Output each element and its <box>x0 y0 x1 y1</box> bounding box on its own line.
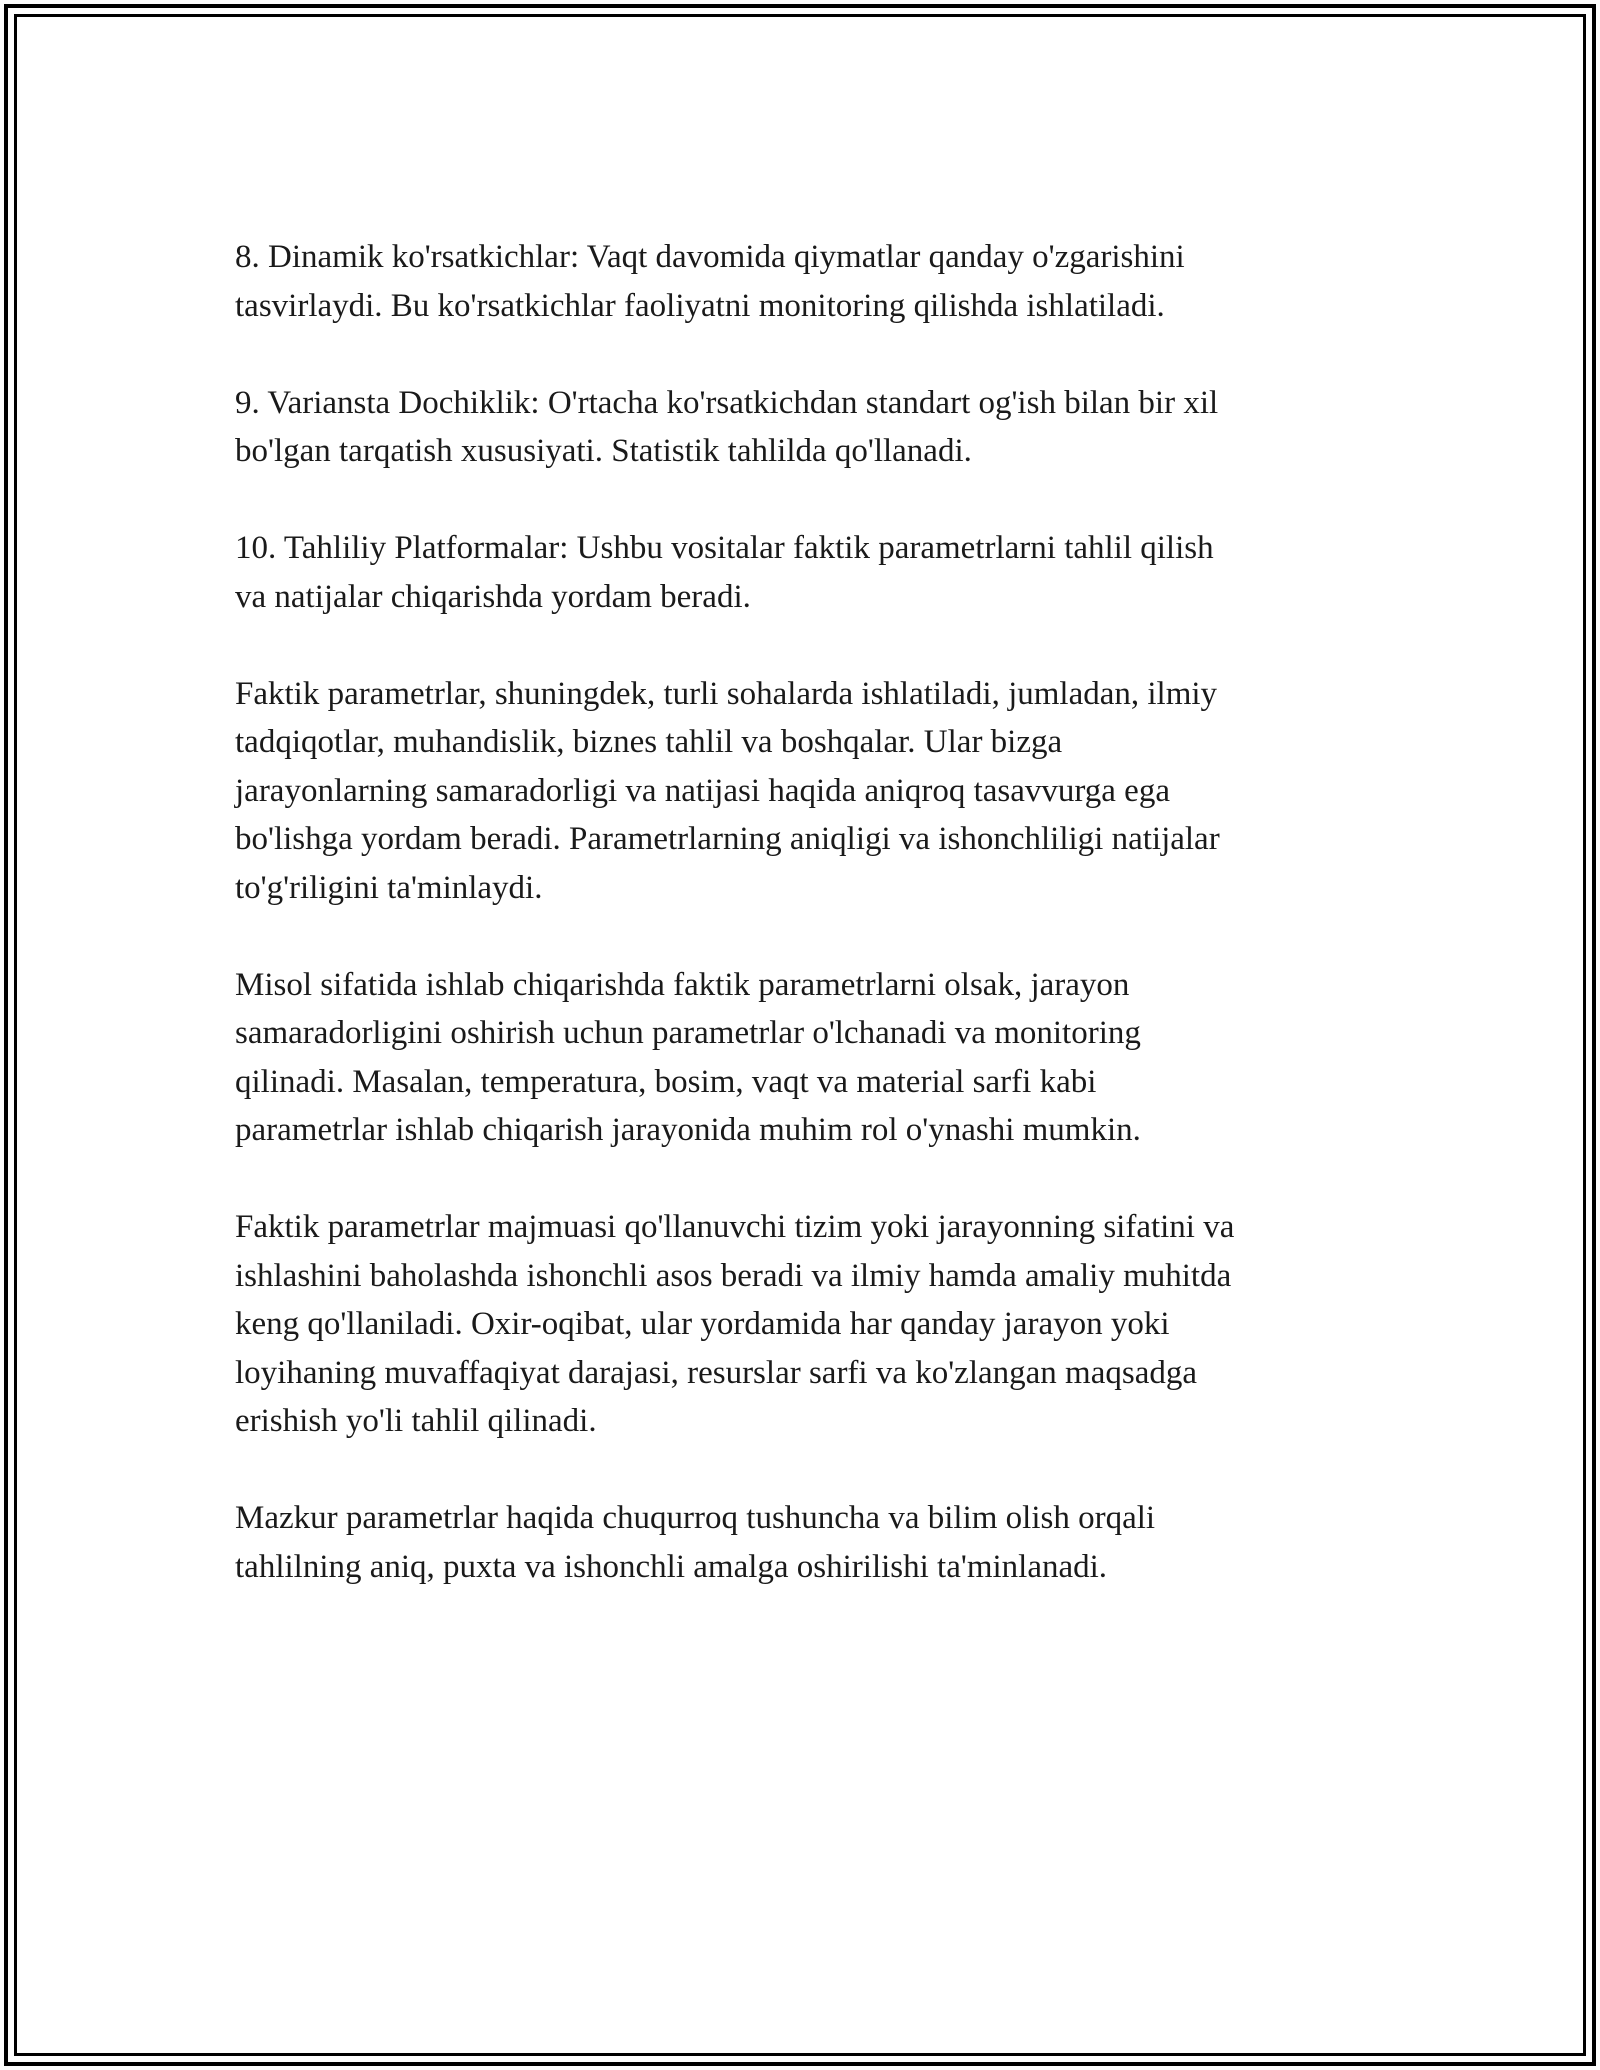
paragraph-faktik-parametrlar-sohalar: Faktik parametrlar, shuningdek, turli sohalarda ishlatiladi, jumladan, ilmiy tadqiqotlar, muhandislik, biznes tahlil va boshqalar. Ular bizga jarayonlarning samaradorligi va natijasi haqida aniqroq tasavvurga ega bo'lishga yordam beradi. Parametrlarning aniqligi va ishonchliligi natijalar to'g'riligini ta'minlaydi. <box>235 675 1220 906</box>
document-body <box>235 233 1365 1591</box>
paragraph-tahliliy-platformalar: 10. Tahliliy Platformalar: Ushbu vositalar faktik parametrlarni tahlil qilish va natijalar chiqarishda yordam beradi. <box>235 530 1214 615</box>
paragraph-mazkur-parametrlar: Mazkur parametrlar haqida chuqurroq tushuncha va bilim olish orqali tahlilning aniq, puxta va ishonchli amalga oshirilishi ta'minlanadi. <box>235 1500 1156 1585</box>
paragraph-misol-ishlab-chiqarish: Misol sifatida ishlab chiqarishda faktik parametrlarni olsak, jarayon samaradorligini oshirish uchun parametrlar o'lchanadi va monitoring qilinadi. Masalan, temperatura, bosim, vaqt va material sarfi kabi parametrlar ishlab chiqarish jarayonida muhim rol o'ynashi mumkin. <box>235 966 1141 1148</box>
paragraph-variansta-dochiklik: 9. Variansta Dochiklik: O'rtacha ko'rsatkichdan standart og'ish bilan bir xil bo'lgan tarqatish xususiyati. Statistik tahlilda qo'llanadi. <box>235 384 1219 469</box>
paragraph-dinamik-korsatkichlar: 8. Dinamik ko'rsatkichlar: Vaqt davomida qiymatlar qanday o'zgarishini tasvirlaydi. Bu ko'rsatkichlar faoliyatni monitoring qilishda ishlatiladi. <box>235 239 1185 324</box>
paragraph-faktik-parametrlar-majmuasi: Faktik parametrlar majmuasi qo'llanuvchi tizim yoki jarayonning sifatini va ishlashini baholashda ishonchli asos beradi va ilmiy hamda amaliy muhitda keng qo'llaniladi. Oxir-oqibat, ular yordamida har qanday jarayon yoki loyihaning muvaffaqiyat darajasi, resurslar sarfi va ko'zlangan maqsadga erishish yo'li tahlil qilinadi. <box>235 1209 1235 1439</box>
